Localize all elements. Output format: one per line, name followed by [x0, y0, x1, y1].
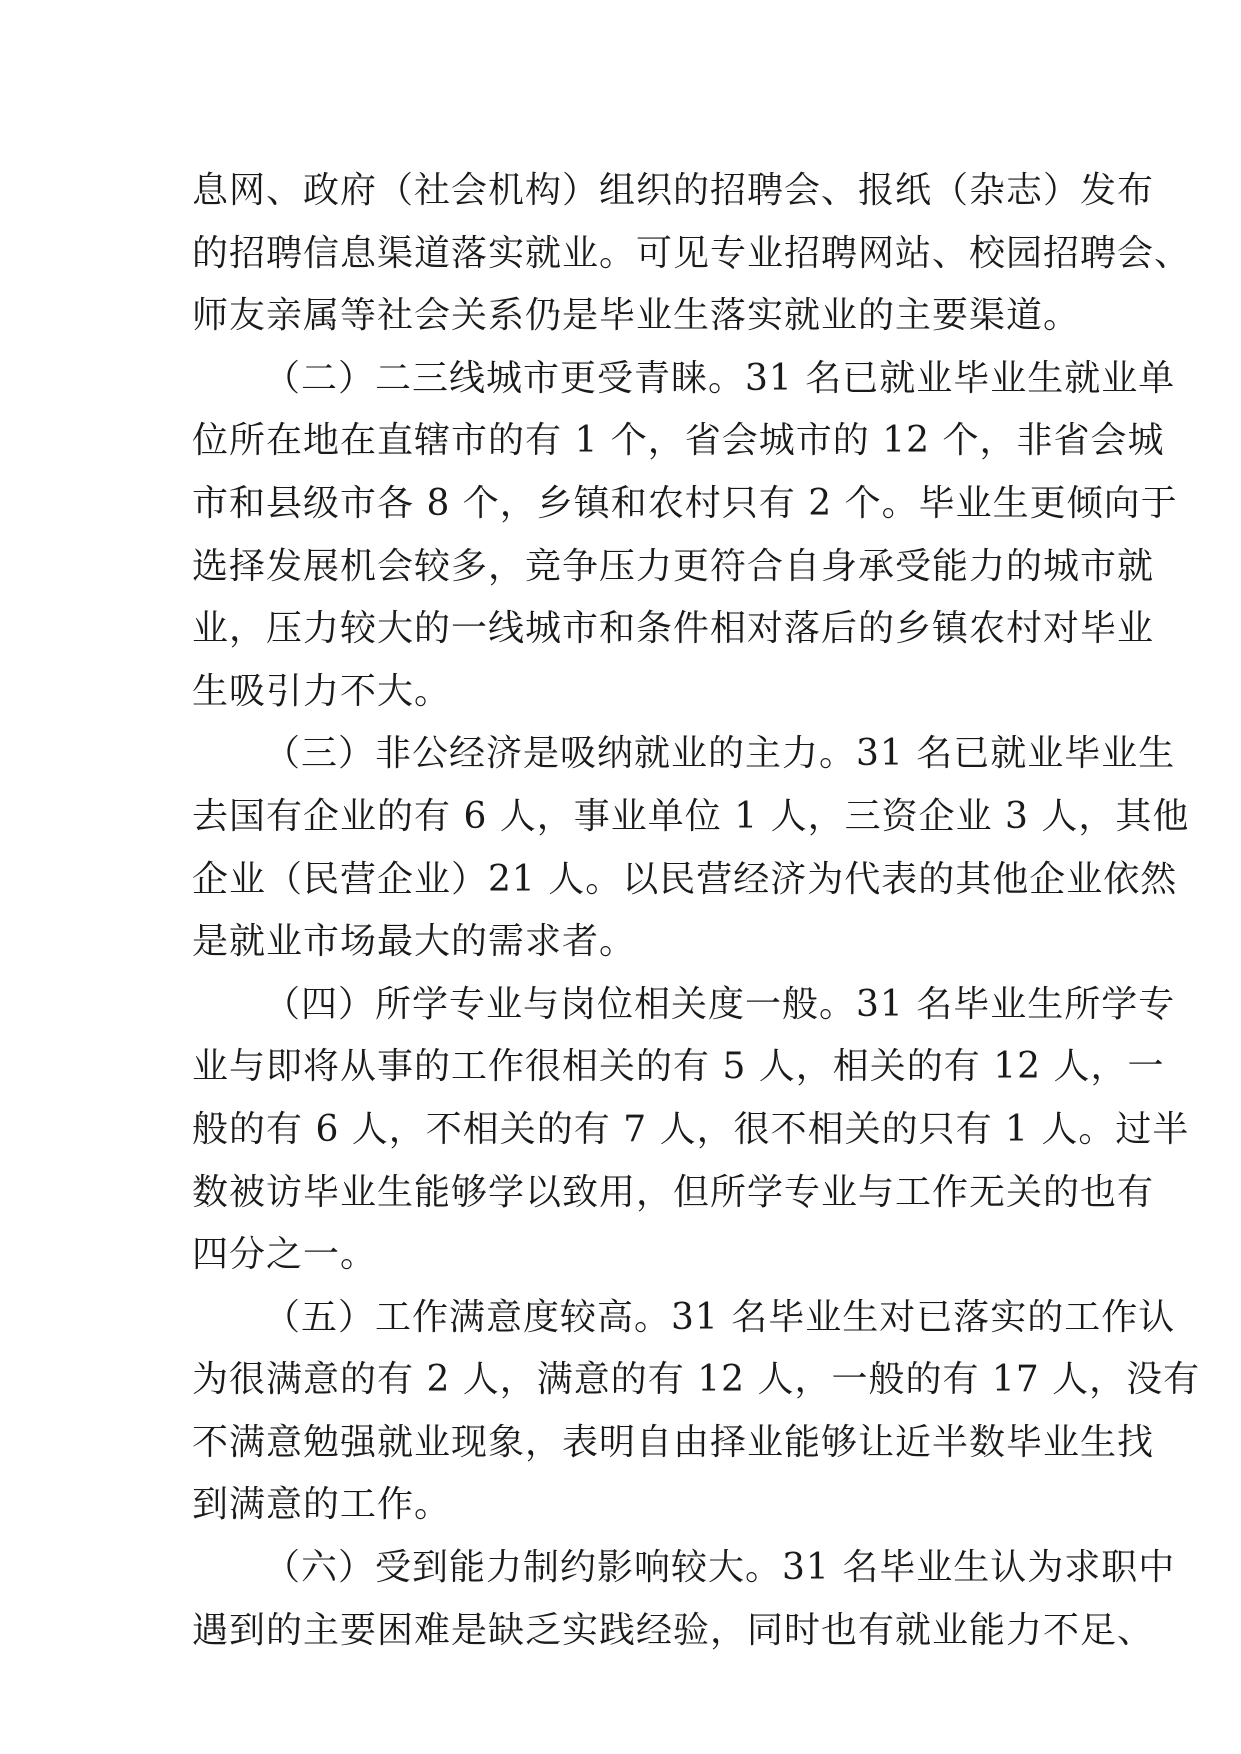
text-line: 息网、政府（社会机构）组织的招聘会、报纸（杂志）发布: [192, 170, 1155, 211]
text-line: 是就业市场最大的需求者。: [192, 921, 637, 963]
text-line: 遇到的主要困难是缺乏实践经验，同时也有就业能力不足、: [192, 1609, 1155, 1651]
body-text: [192, 160, 1201, 1662]
text-line: 四分之一。: [192, 1234, 378, 1276]
text-line: 不满意勉强就业现象，表明自由择业能够让近半数毕业生找: [192, 1421, 1155, 1463]
text-line: 生吸引力不大。: [192, 670, 452, 712]
paragraph-heading-line: （二）二三线城市更受青睐。31 名已就业毕业生就业单: [264, 357, 1176, 399]
text-line: 数被访毕业生能够学以致用，但所学专业与工作无关的也有: [192, 1171, 1155, 1213]
text-line: 市和县级市各 8 个，乡镇和农村只有 2 个。毕业生更倾向于: [192, 482, 1178, 524]
text-line: 企业（民营企业）21 人。以民营经济为代表的其他企业依然: [192, 858, 1178, 900]
paragraph-heading-line: （三）非公经济是吸纳就业的主力。31 名已就业毕业生: [264, 733, 1176, 775]
paragraph-heading-line: （五）工作满意度较高。31 名毕业生对已落实的工作认: [264, 1296, 1176, 1338]
text-line: 去国有企业的有 6 人，事业单位 1 人，三资企业 3 人，其他: [192, 795, 1190, 837]
text-line: 般的有 6 人，不相关的有 7 人，很不相关的只有 1 人。过半: [192, 1108, 1190, 1150]
text-line: 选择发展机会较多，竞争压力更符合自身承受能力的城市就: [192, 545, 1155, 587]
text-line: 师友亲属等社会关系仍是毕业生落实就业的主要渠道。: [192, 295, 1081, 337]
paragraph-heading-line: （六）受到能力制约影响较大。31 名毕业生认为求职中: [264, 1547, 1176, 1589]
text-line: 位所在地在直辖市的有 1 个，省会城市的 12 个，非省会城: [192, 420, 1165, 462]
text-line: 到满意的工作。: [192, 1484, 452, 1526]
text-line: 业，压力较大的一线城市和条件相对落后的乡镇农村对毕业: [192, 608, 1155, 650]
text-line: 业与即将从事的工作很相关的有 5 人，相关的有 12 人，一: [192, 1046, 1165, 1088]
paragraph-heading-line: （四）所学专业与岗位相关度一般。31 名毕业生所学专: [264, 983, 1176, 1025]
text-line: 为很满意的有 2 人，满意的有 12 人，一般的有 17 人，没有: [192, 1359, 1201, 1401]
text-line: 的招聘信息渠道落实就业。可见专业招聘网站、校园招聘会、: [192, 232, 1192, 274]
